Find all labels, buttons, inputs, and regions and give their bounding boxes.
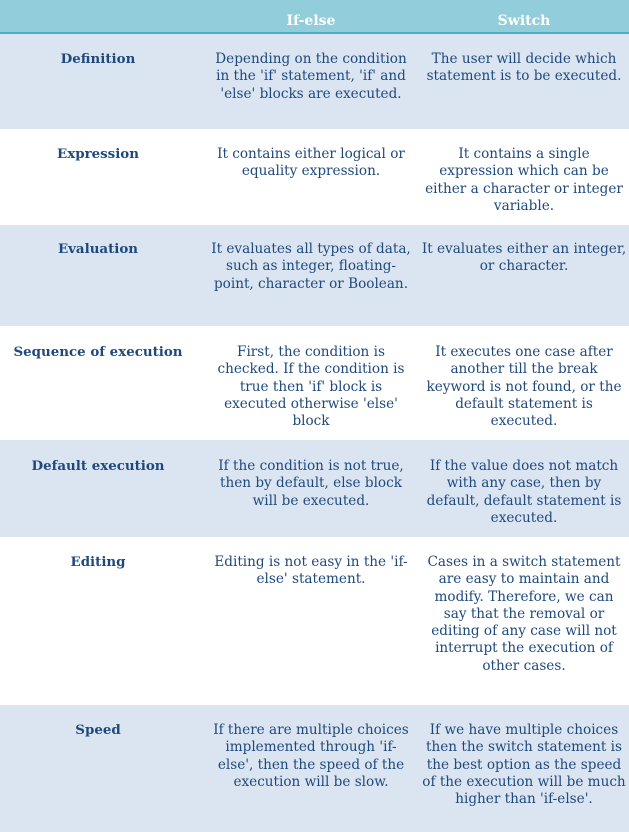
table-header [0, 0, 629, 34]
switch-cell: It executes one case after another till the break keyword is not found, or the default statement is executed. [426, 344, 622, 430]
row-label: Expression [57, 146, 139, 162]
table-row [0, 225, 629, 326]
header-ifelse: If-else [286, 13, 336, 29]
switch-cell: It evaluates either an integer, or character. [421, 241, 627, 275]
table-row [0, 440, 629, 537]
ifelse-cell: If the condition is not true, then by default, else block will be executed. [218, 458, 404, 509]
table-row [0, 705, 629, 832]
switch-cell: If we have multiple choices then the switch statement is the best option as the speed of the execution will be much higher than 'if-else'. [422, 722, 626, 808]
switch-cell: It contains a single expression which can be either a character or integer variable. [425, 146, 623, 214]
row-label: Definition [60, 51, 136, 67]
row-label: Evaluation [57, 241, 139, 257]
ifelse-cell: If there are multiple choices implemented through 'if-else', then the speed of the execution will be slow. [213, 722, 409, 790]
row-label: Editing [70, 554, 126, 570]
row-label: Speed [75, 722, 121, 738]
header-empty [0, 0, 196, 34]
table-row [0, 129, 629, 225]
table-row [0, 34, 629, 129]
ifelse-cell: It evaluates all types of data, such as integer, floating-point, character or Boolean. [211, 241, 411, 292]
ifelse-cell: Editing is not easy in the 'if-else' statement. [214, 554, 408, 588]
table-row [0, 537, 629, 705]
header-switch: Switch [497, 13, 551, 29]
ifelse-cell: First, the condition is checked. If the condition is true then 'if' block is executed otherwise 'else' block [217, 344, 405, 430]
ifelse-cell: Depending on the condition in the 'if' statement, 'if' and 'else' blocks are executed. [215, 51, 407, 102]
row-label: Default execution [31, 458, 165, 474]
row-label: Sequence of execution [13, 344, 183, 360]
switch-cell: If the value does not match with any case, then by default, default statement is executed. [426, 458, 622, 526]
switch-cell: The user will decide which statement is to be executed. [426, 51, 622, 85]
table-row [0, 326, 629, 440]
switch-cell: Cases in a switch statement are easy to maintain and modify. Therefore, we can say that the removal or editing of any case will not interrupt the execution of other cases. [427, 554, 621, 674]
ifelse-cell: It contains either logical or equality expression. [217, 146, 405, 180]
